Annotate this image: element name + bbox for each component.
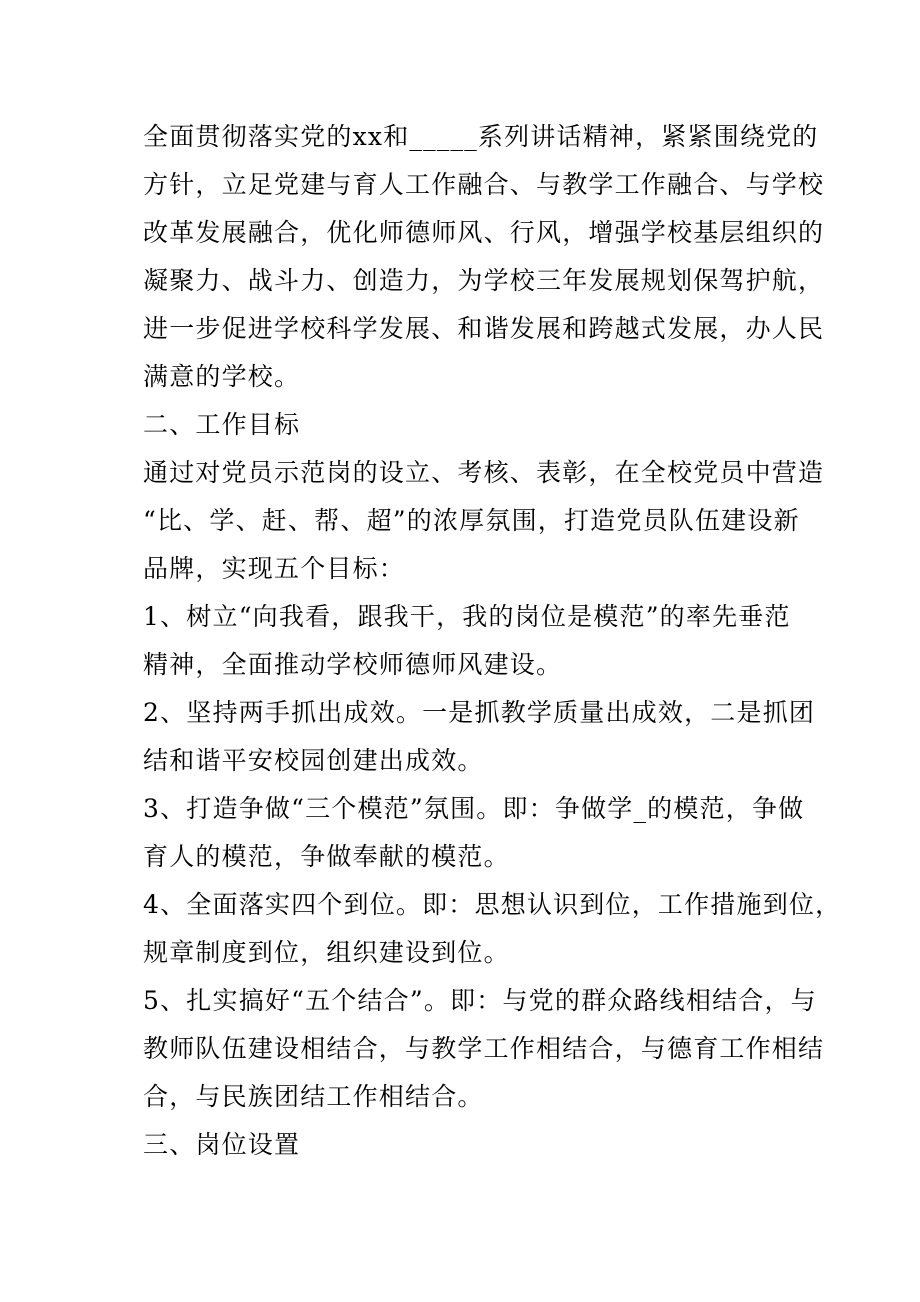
paragraph-line: 品牌，实现五个目标： xyxy=(143,554,406,583)
paragraph-line: 改革发展融合，优化师德师风、行风，增强学校基层组织的 xyxy=(143,218,825,247)
section-heading-goals: 二、工作目标 xyxy=(143,410,301,439)
paragraph-line: 全面贯彻落实党的xx和_____系列讲话精神，紧紧围绕党的 xyxy=(143,122,819,151)
list-item-1: 1、树立“向我看，跟我干，我的岗位是模范”的率先垂范 xyxy=(143,602,791,631)
document-body xyxy=(143,113,842,1169)
list-item-3-continued: 育人的模范，争做奉献的模范。 xyxy=(143,842,510,871)
list-item-4-continued: 规章制度到位，组织建设到位。 xyxy=(143,938,510,967)
list-item-2: 2、坚持两手抓出成效。一是抓教学质量出成效，二是抓团 xyxy=(143,698,816,727)
list-item-5-continued: 合，与民族团结工作相结合。 xyxy=(143,1082,484,1111)
list-item-5-continued: 教师队伍建设相结合，与教学工作相结合，与德育工作相结 xyxy=(143,1034,825,1063)
list-item-5: 5、扎实搞好“五个结合”。即：与党的群众路线相结合，与 xyxy=(143,986,817,1015)
paragraph-line: 凝聚力、战斗力、创造力，为学校三年发展规划保驾护航， xyxy=(143,266,825,295)
paragraph-line: 满意的学校。 xyxy=(143,362,301,391)
paragraph-line: 通过对党员示范岗的设立、考核、表彰，在全校党员中营造 xyxy=(143,458,825,487)
list-item-3: 3、打造争做“三个模范”氛围。即：争做学_的模范，争做 xyxy=(143,794,805,823)
paragraph-line: 方针，立足党建与育人工作融合、与教学工作融合、与学校 xyxy=(143,170,825,199)
list-item-4: 4、全面落实四个到位。即：思想认识到位，工作措施到位， xyxy=(143,890,842,919)
paragraph-line: “比、学、赶、帮、超”的浓厚氛围，打造党员队伍建设新 xyxy=(143,506,800,535)
list-item-1-continued: 精神，全面推动学校师德师风建设。 xyxy=(143,650,563,679)
paragraph-line: 进一步促进学校科学发展、和谐发展和跨越式发展，办人民 xyxy=(143,314,825,343)
section-heading-positions: 三、岗位设置 xyxy=(143,1130,301,1159)
list-item-2-continued: 结和谐平安校园创建出成效。 xyxy=(143,746,484,775)
